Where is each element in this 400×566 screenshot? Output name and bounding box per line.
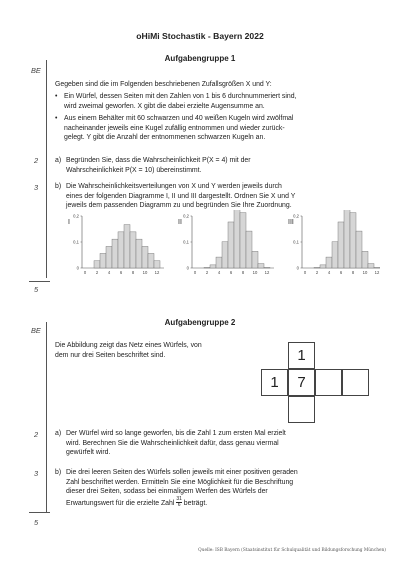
diagram-3-bar [368, 264, 374, 268]
diagram-2-bar [234, 210, 240, 268]
diagram-2-xtick-label: 2 [205, 270, 209, 275]
diagram-1-xtick-label: 4 [107, 270, 111, 275]
diagram-2-ytick-label: 0,2 [183, 213, 189, 219]
diagram-3-xtick-label: 6 [339, 270, 343, 275]
diagram-1-ytick-label: 0 [76, 265, 79, 271]
diagram-1-bar [148, 253, 154, 268]
diagram-3-xtick-label: 4 [327, 270, 331, 275]
diagram-3-bar [320, 265, 326, 268]
diagram-1-bar [154, 261, 160, 268]
diagram-1-bar [124, 225, 130, 268]
document-title: oHiMi Stochastik - Bayern 2022 [136, 31, 264, 41]
diagram-3-bar [344, 210, 350, 268]
group2-title: Aufgabengruppe 2 [164, 318, 236, 327]
be-label: BE [31, 66, 41, 75]
diagram-3-bar [314, 267, 320, 268]
diagram-1-bar [130, 232, 136, 268]
diagram-3-bar [350, 213, 356, 268]
diagram-3-bar [362, 251, 368, 268]
margin-rule [46, 60, 47, 278]
diagram-1-bar [142, 246, 148, 268]
diagram-1-bar [112, 239, 118, 268]
diagram-1-xtick-label: 6 [119, 270, 123, 275]
group1-title: Aufgabengruppe 1 [164, 54, 236, 63]
diagram-1-xtick-label: 0 [83, 270, 87, 275]
diagram-2-bar [264, 267, 270, 268]
diagram-1-bar [94, 261, 100, 268]
group1-total-rule [29, 281, 50, 282]
diagram-1-xtick-label: 8 [131, 270, 135, 275]
group2-total-rule [29, 512, 50, 513]
diagram-2-bar [222, 242, 228, 268]
diagram-1-bar [106, 246, 112, 268]
task-2a-points: 2 [34, 430, 39, 439]
diagram-1-title: I [68, 219, 70, 226]
group1-total-points: 5 [34, 285, 39, 294]
task-1b-points: 3 [34, 183, 39, 192]
net-face-top: 1 [288, 342, 315, 369]
net-face-left: 1 [261, 369, 288, 396]
diagram-2-bar [216, 257, 222, 268]
diagram-3-xtick-label: 2 [315, 270, 319, 275]
fraction-31-6: $\frac{31}{6}$ [176, 495, 182, 509]
diagram-3-xtick-label: 10 [362, 270, 368, 275]
diagram-1-bar [118, 232, 124, 268]
diagram-1-ytick-label: 0,1 [73, 239, 79, 245]
net-face-right-1 [315, 369, 342, 396]
diagram-1-ytick-label: 0,2 [73, 213, 79, 219]
diagram-3-bar [338, 222, 344, 268]
net-face-bottom [288, 396, 315, 423]
be-label-2: BE [31, 326, 41, 335]
diagram-2-bar [246, 231, 252, 268]
diagram-3-title: III [288, 219, 294, 226]
diagram-3-xtick-label: 0 [303, 270, 307, 275]
task-2b-points: 3 [34, 469, 39, 478]
task-1a: a) Begründen Sie, dass die Wahrscheinlichkeit P(X = 4) mit der Wahrscheinlichkeit P(X = 10) übereinstimmt. [55, 157, 251, 174]
diagram-2-xtick-label: 6 [229, 270, 233, 275]
diagram-3-ytick-label: 0 [296, 265, 299, 271]
diagram-2-ytick-label: 0 [186, 265, 189, 271]
diagram-2-ytick-label: 0,1 [183, 239, 189, 245]
diagram-3-ytick-label: 0,1 [293, 239, 299, 245]
net-face-center: 7 [288, 369, 315, 396]
diagram-2-xtick-label: 10 [252, 270, 258, 275]
task-2a: a) Der Würfel wird so lange geworfen, bis die Zahl 1 zum ersten Mal erzielt wird. Berechnen Sie die Wahrscheinlichkeit dafür, dass genau viermal gewürfelt wird. [55, 430, 286, 457]
group2-total-points: 5 [34, 518, 39, 527]
diagram-2-bar [240, 213, 246, 268]
diagram-2-xtick-label: 8 [241, 270, 245, 275]
group1-bullet-1: • Ein Würfel, dessen Seiten mit den Zahlen von 1 bis 6 durchnummeriert sind, wird zweimal geworfen. X gibt die dabei erzielte Augensumme an. [55, 93, 297, 110]
diagram-3-bar [326, 257, 332, 268]
diagram-2-bar [204, 267, 210, 268]
diagram-2-xtick-label: 12 [264, 270, 270, 275]
net-face-right-2 [342, 369, 369, 396]
diagram-3-ytick-label: 0,2 [293, 213, 299, 219]
diagram-3-xtick-label: 8 [351, 270, 355, 275]
diagram-2-bar [210, 265, 216, 268]
task-1a-points: 2 [34, 156, 39, 165]
task-2b: b) Die drei leeren Seiten des Würfels sollen jeweils mit einer positiven geraden Zahl beschriftet werden. Ermitteln Sie eine Möglichkeit für die Beschriftung dieser drei Seiten, sodass bei einmaligem Werfen des Würfels der Erwartungswert für die erzielte Zahl $\frac{31}{6}$ beträgt. [55, 469, 298, 509]
diagram-1-xtick-label: 10 [142, 270, 148, 275]
group2-intro: Die Abbildung zeigt das Netz eines Würfels, von dem nur drei Seiten beschriftet sind. [55, 342, 202, 359]
diagram-1-bar [100, 253, 106, 268]
margin-rule-2 [46, 322, 47, 512]
diagram-3-bar [332, 242, 338, 268]
diagram-2-bar [258, 264, 264, 268]
diagram-3-xtick-label: 12 [374, 270, 380, 275]
group1-bullet-2: • Aus einem Behälter mit 60 schwarzen und 40 weißen Kugeln wird zwölfmal nacheinander jeweils eine Kugel zufällig entnommen und wieder zurück- gelegt. Y gibt die Anzahl der entnommenen schwarzen Kugeln an. [55, 115, 294, 142]
task-1b: b) Die Wahrscheinlichkeitsverteilungen von X und Y werden jeweils durch eines der folgenden Diagramme I, II und III dargestellt. Ordnen Sie X und Y jeweils dem passenden Diagramm zu und begründen Sie Ihre Zuordnung. [55, 183, 296, 210]
diagram-2-bar [228, 222, 234, 268]
diagram-3-bar [356, 231, 362, 268]
diagram-2-title: II [178, 219, 182, 226]
source-note: Quelle: ISB Bayern (Staatsinstitut für Schulqualität und Bildungsforschung München) [198, 548, 386, 553]
histogram-diagrams [50, 210, 380, 282]
diagram-1-xtick-label: 12 [154, 270, 160, 275]
group1-intro: Gegeben sind die im Folgenden beschriebenen Zufallsgrößen X und Y: [55, 81, 272, 88]
diagram-1-bar [136, 239, 142, 268]
diagram-2-xtick-label: 0 [193, 270, 197, 275]
diagram-1-xtick-label: 2 [95, 270, 99, 275]
diagram-3-bar [374, 267, 380, 268]
diagram-2-bar [252, 251, 258, 268]
diagram-2-xtick-label: 4 [217, 270, 221, 275]
